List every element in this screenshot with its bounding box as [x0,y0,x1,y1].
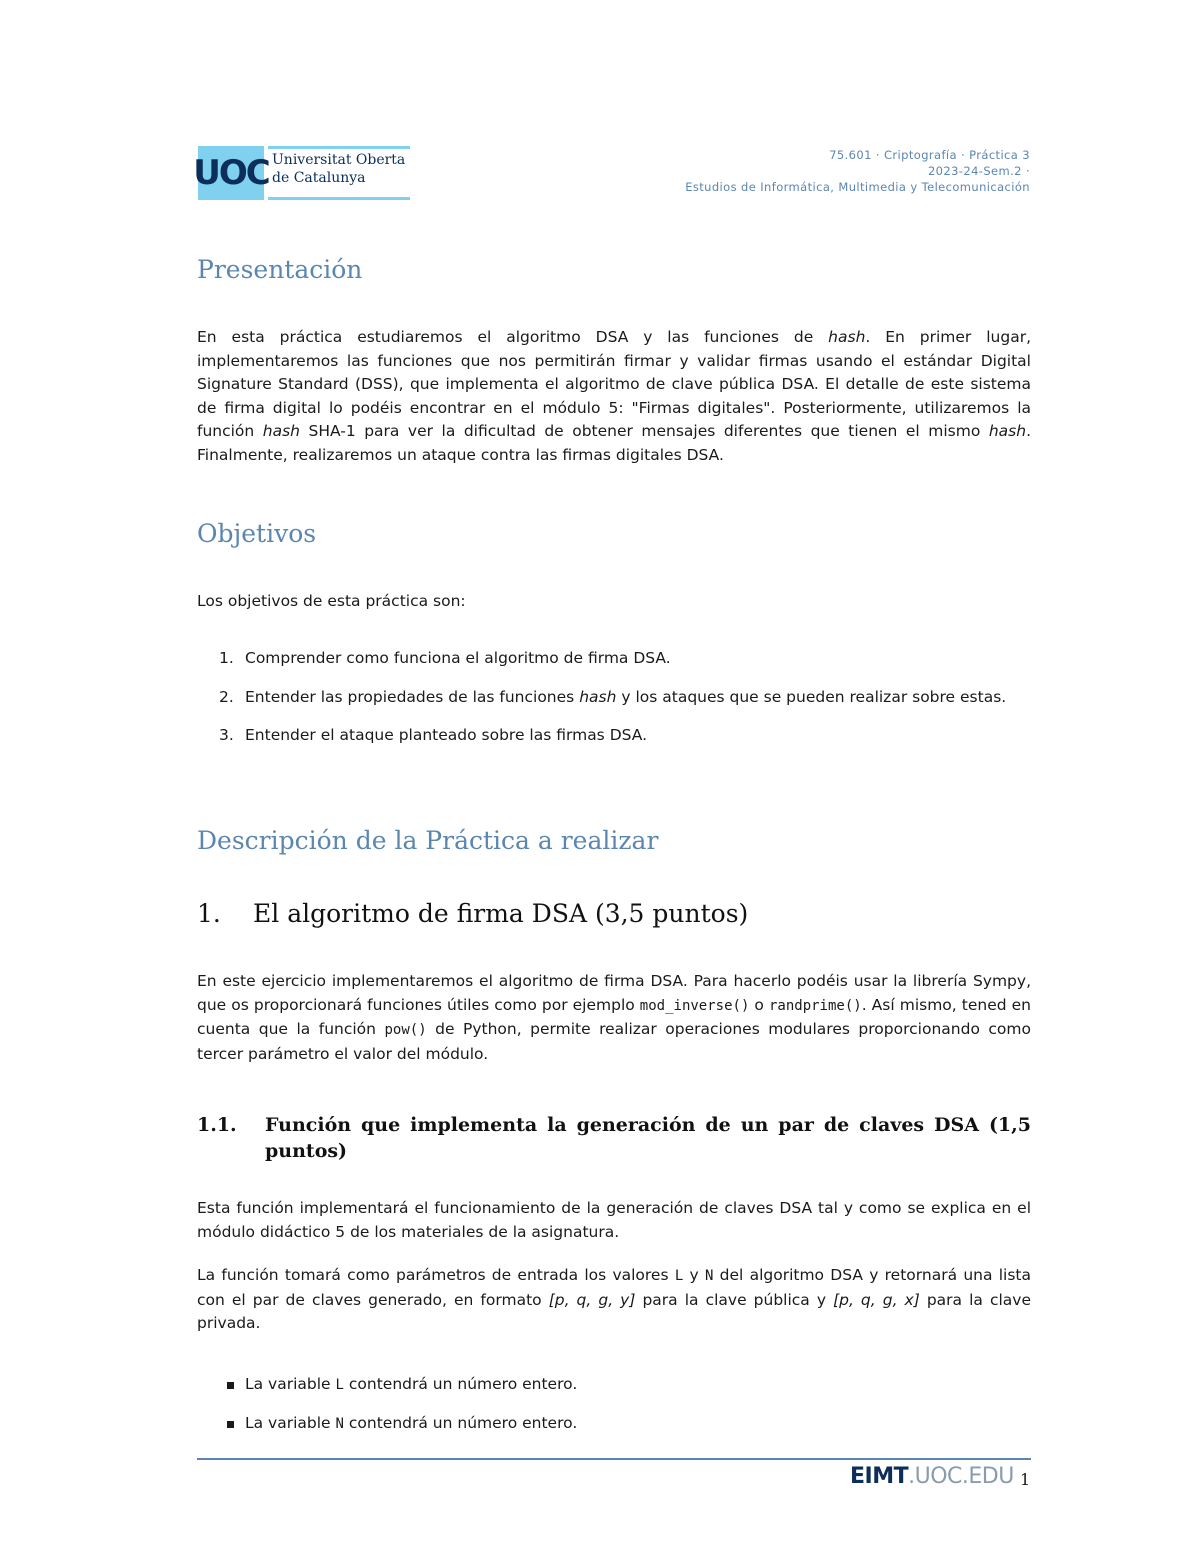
footer-brand-rest: .UOC.EDU [908,1464,1014,1489]
section-1-text-d: de Python, permite realizar operaciones modulares proporcionando como tercer parámetro el valor del módulo. [197,1020,1031,1063]
p2-text-c: para la clave pública y [635,1290,834,1309]
list-item [197,1373,1031,1398]
objetivos-intro: Los objetivos de esta práctica son: [197,592,466,610]
presentacion-em-3: hash [988,422,1027,440]
bullet-code: N [335,1415,344,1432]
course-line: 75.601 · Criptografía · Práctica 3 [829,148,1030,162]
header-info [685,147,1030,195]
bullet-icon [227,1421,234,1428]
code-pow: pow() [384,1022,427,1038]
objetivos-heading: Objetivos [197,519,317,548]
presentacion-paragraph [197,326,1031,467]
uoc-logo [193,146,410,200]
p2-text-y: y [683,1266,705,1284]
logo-line-2: de Catalunya [272,170,366,186]
list-item-text: Comprender como funciona el algoritmo de firma DSA. [245,649,671,667]
bullet-text-a: La variable [245,1375,336,1393]
list-item-text: Entender el ataque planteado sobre las firmas DSA. [245,726,648,744]
p2-text-a: La función tomará como parámetros de entrada los valores [197,1266,675,1284]
presentacion-em-1: hash [828,328,866,346]
objetivos-list [197,647,1031,748]
private-key-format: [p, q, g, x] [833,1290,920,1309]
presentacion-text-1: En esta práctica estudiaremos el algoritmo DSA y las funciones de [197,328,829,346]
list-item [197,724,1031,748]
section-1-title: El algoritmo de firma DSA (3,5 puntos) [253,899,749,928]
public-key-format: [p, q, g, y] [548,1290,636,1309]
presentacion-em-2: hash [262,422,300,440]
presentacion-text-4: . Finalmente, realizaremos un ataque contra las firmas digitales DSA. [197,422,1031,464]
semester-line: 2023-24-Sem.2 · [927,164,1030,178]
code-randprime: randprime() [768,997,862,1014]
footer-brand [850,1464,1014,1489]
p2-text-d: para la clave privada. [197,1290,1031,1332]
page-number: 1 [1020,1470,1031,1489]
list-item-text: y los ataques que se pueden realizar sobre estas. [616,687,1007,706]
logo-text [268,146,410,200]
list-marker: 1. [219,649,234,667]
footer-brand-bold: EIMT [850,1464,909,1489]
section-1-heading [197,899,748,928]
bullet-text-b: contendrá un número entero. [343,1375,578,1393]
presentacion-text-2: . En primer lugar, implementaremos las funciones que nos permitirán firmar y validar firmas usando el estándar Digital Signature Standard (DSS), que implementa el algoritmo de clave pública DSA. El detalle de este sistema de firma digital lo podéis encontrar en el módulo 5: "Firmas digitales". Posteriormente, utilizaremos la función [197,328,1031,440]
bullet-icon [227,1382,234,1389]
list-marker: 2. [219,687,234,706]
section-1-1-paragraph-2 [197,1264,1031,1336]
section-1-1-heading [197,1112,1031,1164]
code-mod-inverse: mod_inverse() [639,997,750,1014]
studies-line: Estudios de Informática, Multimedia y Telecomunicación [685,180,1030,194]
footer-divider [197,1458,1031,1460]
bullet-text-b: contendrá un número entero. [343,1413,578,1432]
p2-text-b: del algoritmo DSA y retornará una lista con el par de claves generado, en formato [197,1266,1031,1309]
list-item [197,647,1031,671]
logo-line-1: Universitat Oberta [272,152,406,168]
list-item-text: Entender las propiedades de las funciones [245,687,580,706]
list-item-em: hash [579,687,617,706]
section-1-text-b: o [749,995,769,1014]
list-marker: 3. [219,726,234,744]
section-1-number: 1. [197,899,221,928]
var-L: L [674,1268,684,1284]
section-1-1-paragraph-1: Esta función implementará el funcionamiento de la generación de claves DSA tal y como se explica en el módulo didáctico 5 de los materiales de la asignatura. [197,1199,1031,1241]
section-1-text-a: En este ejercicio implementaremos el algoritmo de firma DSA. Para hacerlo podéis usar la librería Sympy, que os proporcionará funciones útiles como por ejemplo [197,972,1031,1014]
logo-mark: UOC [198,146,264,200]
list-item [197,686,1031,710]
section-1-paragraph [197,970,1031,1066]
bullet-text-a: La variable [245,1413,336,1432]
var-N: N [704,1268,714,1284]
list-item [197,1412,1031,1437]
descripcion-heading: Descripción de la Práctica a realizar [197,826,659,855]
section-1-1-title: Función que implementa la generación de un par de claves DSA (1,5 puntos) [265,1114,1031,1162]
presentacion-text-3: SHA-1 para ver la dificultad de obtener mensajes diferentes que tienen el mismo [299,422,989,440]
section-1-text-c: . Así mismo, tened en cuenta que la función [197,995,1032,1038]
presentacion-heading: Presentación [197,255,363,284]
bullet-code: L [335,1377,344,1393]
section-1-1-number: 1.1. [197,1114,237,1136]
variables-list [197,1373,1031,1436]
